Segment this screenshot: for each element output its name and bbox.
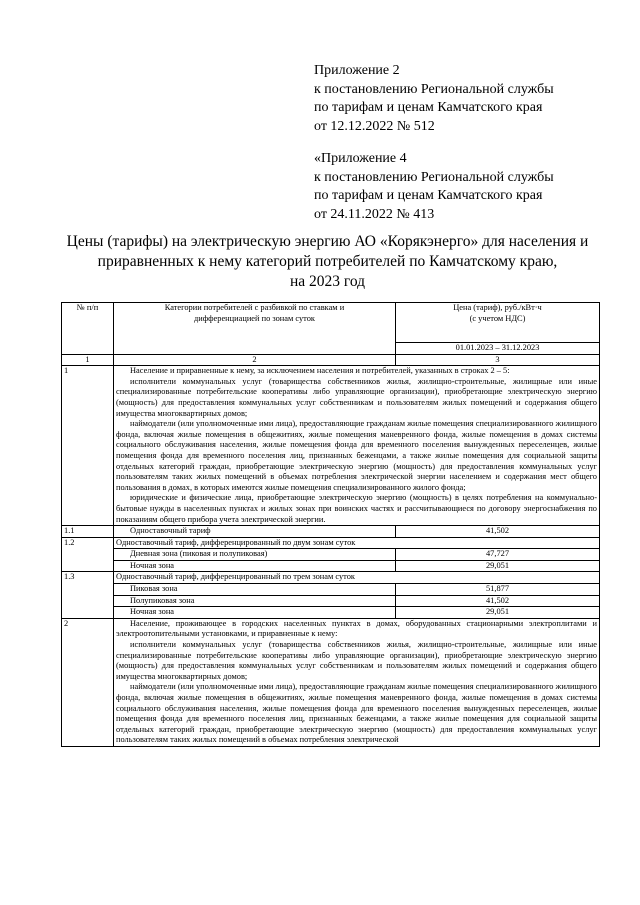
tariff-label: Одноставочный тариф [114,526,396,538]
tariff-label: Одноставочный тариф, дифференцированный по двум зонам суток [114,537,600,549]
header-category: Категории потребителей с разбивкой по ставкам и дифференциацией по зонам суток [114,303,396,355]
header-price-label: Цена (тариф), руб./кВт·ч [453,303,542,312]
zone-label: Дневная зона (пиковая и полупиковая) [114,549,396,561]
appendix-line: к постановлению Региональной службы [314,81,554,97]
table-row [62,537,600,549]
row-number: 1.1 [62,526,114,538]
zone-label: Полупиковая зона [114,595,396,607]
category-paragraph: Население, проживающее в городских населенных пунктах в домах, оборудованных стационарными электроплитами и электроотопительными установками, и приравненные к нему: [116,618,597,639]
appendix-line: по тарифам и ценам Камчатского края [314,188,543,203]
zone-value: 29,051 [396,607,600,619]
appendix-line: по тарифам и ценам Камчатского края [314,100,543,115]
column-number: 2 [114,354,396,366]
row-number: 1.3 [62,572,114,618]
tariff-table [61,302,600,747]
row-number: 2 [62,618,114,746]
appendix-line: от 24.11.2022 № 413 [314,206,435,222]
zone-value: 47,727 [396,549,600,561]
appendix-line: от 12.12.2022 № 512 [314,118,435,134]
zone-value: 29,051 [396,560,600,572]
table-row [62,560,600,572]
appendix-line: к постановлению Региональной службы [314,169,554,185]
tariff-label: Одноставочный тариф, дифференцированный по трем зонам суток [114,572,600,584]
table-column-numbers-row [62,354,600,366]
appendix-line: Приложение 2 [314,63,400,78]
header-number: № п/п [62,303,114,355]
header-period: 01.01.2023 – 31.12.2023 [396,343,600,355]
category-description [114,618,600,746]
zone-label: Ночная зона [114,607,396,619]
category-paragraph: Население и приравненные к нему, за исключением населения и потребителей, указанных в строках 2 – 5: [130,366,510,376]
category-paragraph: исполнители коммунальных услуг (товарищества собственников жилья, жилищно-строительные, жилищные или иные специализированные потребительские кооперативы либо управляющие организации), приобретающие электрическую энергию (мощность) для предоставления коммунальных услуг собственникам и пользователям жилых помещений и содержания общего имущества многоквартирных домов; [116,640,597,681]
column-number: 1 [62,354,114,366]
appendix-reference-amended [314,150,554,224]
table-header-row [62,303,600,343]
document-title [40,232,615,292]
title-line: приравненных к нему категорий потребителей по Камчатскому краю, [97,253,558,270]
header-price [396,303,600,343]
appendix-reference-current [314,62,554,136]
zone-label: Ночная зона [114,560,396,572]
title-line: Цены (тарифы) на электрическую энергию АО «Корякэнерго» для населения и [66,233,589,250]
title-line: на 2023 год [289,273,366,290]
table-row [62,572,600,584]
category-description [114,366,600,526]
row-number: 1.2 [62,537,114,572]
zone-value: 41,502 [396,595,600,607]
table-row [62,618,600,746]
category-paragraph: исполнители коммунальных услуг (товарищества собственников жилья, жилищно-строительные, жилищные или иные специализированные потребительские кооперативы либо управляющие организации), приобретающие электрическую энергию (мощность) для предоставления коммунальных услуг собственникам и пользователям жилых помещений и содержания общего имущества многоквартирных домов; [116,376,597,418]
tariff-value: 41,502 [396,526,600,538]
column-number: 3 [396,354,600,366]
table-row [62,526,600,538]
table-row [62,549,600,561]
table-row [62,595,600,607]
table-row [62,366,600,526]
zone-value: 51,877 [396,584,600,596]
zone-label: Пиковая зона [114,584,396,596]
category-paragraph: наймодатели (или уполномоченные ими лица), предоставляющие гражданам жилые помещения специализированного жилищного фонда, включая жилые помещения в общежитиях, жилые помещения маневренного фонда, жилые помещения в домах системы социального обслуживания населения, жилые помещения фонда для временного поселения вынужденных переселенцев, жилые помещения фонда для временного поселения лиц, признанных беженцами, а также жилые помещения для социальной защиты отдельных категорий граждан, приобретающие электрическую энергию (мощность) для предоставления коммунальных услуг пользователям таких жилых помещений в объемах потребления электрической [116,682,597,745]
category-paragraph: юридические и физические лица, приобретающие электрическую энергию (мощность) в целях потребления на коммунально-бытовые нужды в населенных пунктах и жилых зонах при воинских частях и рассчитывающиеся по договору энергоснабжения по показаниям общего прибора учета электрической энергии. [116,493,597,524]
row-number: 1 [62,366,114,526]
header-vat-label: (с учетом НДС) [469,313,526,323]
table-row [62,607,600,619]
appendix-line: «Приложение 4 [314,151,407,166]
table-row [62,584,600,596]
category-paragraph: наймодатели (или уполномоченные ими лица), предоставляющие гражданам жилые помещения специализированного жилищного фонда, включая жилые помещения в общежитиях, жилые помещения маневренного фонда, жилые помещения в домах системы социального обслуживания населения, жилые помещения фонда для временного поселения вынужденных переселенцев, жилые помещения фонда для временного поселения лиц, признанных беженцами, а также жилые помещения для социальной защиты отдельных категорий граждан, приобретающие электрическую энергию (мощность) для предоставления коммунальных услуг пользователям таких жилых помещений в объемах потребления электрической энергии населением и содержания мест общего пользования в домах, в которых имеются жилые помещения специализированного жилого фонда; [116,419,597,492]
